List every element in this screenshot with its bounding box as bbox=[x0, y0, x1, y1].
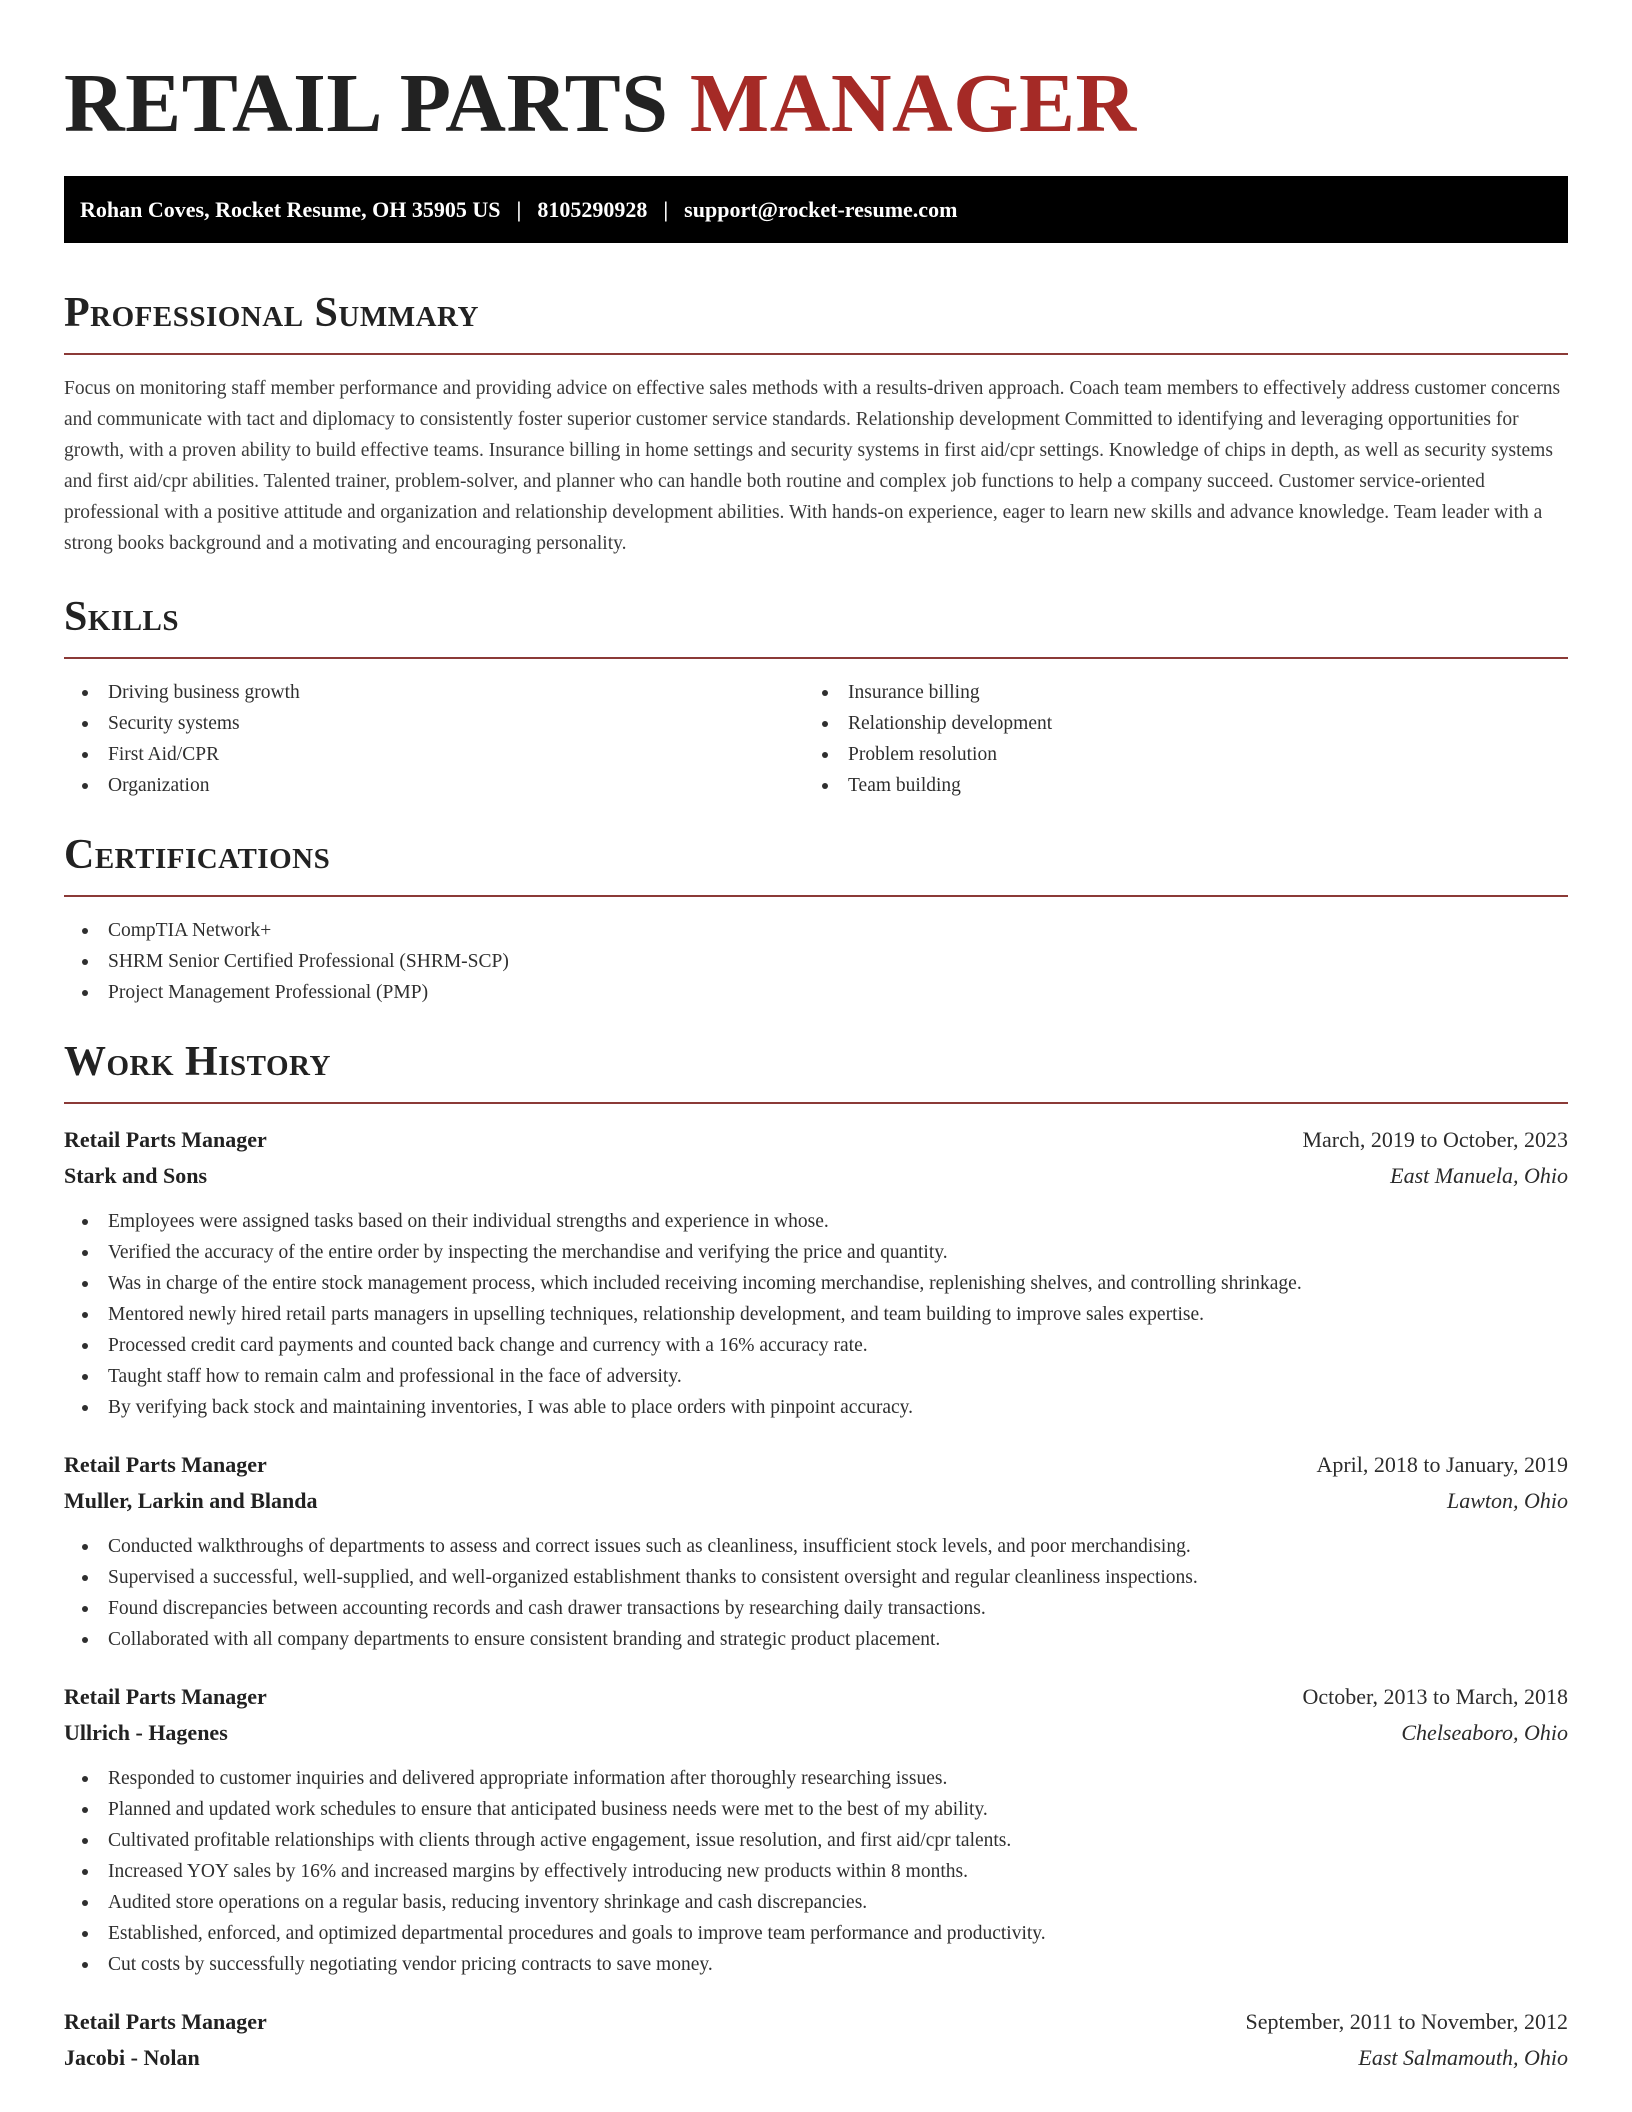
skill-item: Relationship development bbox=[804, 708, 1544, 739]
contact-email[interactable]: support@rocket-resume.com bbox=[684, 196, 958, 222]
job-bullet: Processed credit card payments and counted back change and currency with a 16% accuracy rate. bbox=[64, 1330, 1568, 1361]
job-bullet: Cultivated profitable relationships with clients through active engagement, issue resolution, and first aid/cpr talents. bbox=[64, 1825, 1568, 1856]
job-bullet: Increased YOY sales by 16% and increased margins by effectively introducing new products within 8 months. bbox=[64, 1856, 1568, 1887]
job-bullet: Employees were assigned tasks based on their individual strengths and experience in whose. bbox=[64, 1206, 1568, 1237]
job-bullet: By verifying back stock and maintaining inventories, I was able to place orders with pinpoint accuracy. bbox=[64, 1392, 1568, 1423]
job-bullet: Found discrepancies between accounting records and cash drawer transactions by researching daily transactions. bbox=[64, 1593, 1568, 1624]
skills-grid bbox=[64, 677, 1568, 801]
skill-item: Organization bbox=[64, 770, 804, 801]
job-bullets bbox=[64, 1206, 1568, 1423]
job-header bbox=[64, 1679, 1568, 1715]
section-heading-certifications: Certifications bbox=[64, 832, 331, 878]
section-heading-skills: Skills bbox=[64, 594, 180, 640]
section-heading-summary: Professional Summary bbox=[64, 290, 479, 336]
skills-section bbox=[64, 593, 1568, 801]
job-company: Ullrich - Hagenes bbox=[64, 1720, 228, 1745]
job-entry bbox=[64, 1122, 1568, 1423]
job-location: East Salmamouth, Ohio bbox=[1358, 2045, 1568, 2070]
certification-item: SHRM Senior Certified Professional (SHRM-SCP) bbox=[64, 946, 1568, 977]
job-header bbox=[64, 2004, 1568, 2040]
job-bullet: Cut costs by successfully negotiating vendor pricing contracts to save money. bbox=[64, 1949, 1568, 1980]
section-divider bbox=[64, 895, 1568, 897]
job-dates: September, 2011 to November, 2012 bbox=[1245, 2009, 1568, 2034]
certifications-list bbox=[64, 915, 1568, 1008]
job-bullet: Was in charge of the entire stock management process, which included receiving incoming merchandise, replenishing shelves, and controlling shrinkage. bbox=[64, 1268, 1568, 1299]
job-bullet: Supervised a successful, well-supplied, and well-organized establishment thanks to consistent oversight and regular cleanliness inspections. bbox=[64, 1562, 1568, 1593]
contact-bar bbox=[64, 176, 1568, 243]
job-location: Lawton, Ohio bbox=[1446, 1488, 1568, 1513]
job-company: Jacobi - Nolan bbox=[64, 2045, 200, 2070]
job-title: Retail Parts Manager bbox=[64, 2009, 267, 2034]
job-location: East Manuela, Ohio bbox=[1390, 1163, 1568, 1188]
contact-separator: | bbox=[516, 196, 522, 222]
contact-separator: | bbox=[663, 196, 669, 222]
job-location: Chelseaboro, Ohio bbox=[1401, 1720, 1568, 1745]
certifications-section bbox=[64, 831, 1568, 1008]
job-dates: March, 2019 to October, 2023 bbox=[1302, 1127, 1568, 1152]
job-company: Stark and Sons bbox=[64, 1163, 208, 1188]
job-company: Muller, Larkin and Blanda bbox=[64, 1488, 318, 1513]
job-subheader bbox=[64, 1715, 1568, 1751]
job-dates: October, 2013 to March, 2018 bbox=[1302, 1684, 1568, 1709]
job-dates: April, 2018 to January, 2019 bbox=[1316, 1452, 1568, 1477]
resume-title bbox=[64, 0, 1568, 152]
job-bullet: Collaborated with all company departments to ensure consistent branding and strategic product placement. bbox=[64, 1624, 1568, 1655]
contact-phone[interactable]: 8105290928 bbox=[537, 196, 648, 222]
skills-list-left bbox=[64, 677, 804, 801]
skill-item: Security systems bbox=[64, 708, 804, 739]
job-bullet: Audited store operations on a regular basis, reducing inventory shrinkage and cash discrepancies. bbox=[64, 1887, 1568, 1918]
skill-item: Problem resolution bbox=[804, 739, 1544, 770]
summary-text: Focus on monitoring staff member performance and providing advice on effective sales methods with a results-driven approach. Coach team members to effectively address customer concerns and communicate with tact and diplomacy to consistently foster superior customer service standards. Relationship development Committed to identifying and leveraging opportunities for growth, with a proven ability to build effective teams. Insurance billing in home settings and security systems in first aid/cpr settings. Knowledge of chips in depth, as well as security systems and first aid/cpr abilities. Talented trainer, problem-solver, and planner who can handle both routine and complex job functions to help a company succeed. Customer service-oriented professional with a positive attitude and organization and relationship development abilities. With hands-on experience, eager to learn new skills and advance knowledge. Team leader with a strong books background and a motivating and encouraging personality. bbox=[64, 378, 1561, 554]
job-header bbox=[64, 1122, 1568, 1158]
job-bullet: Taught staff how to remain calm and professional in the face of adversity. bbox=[64, 1361, 1568, 1392]
section-divider bbox=[64, 1102, 1568, 1104]
title-main: RETAIL PARTS bbox=[64, 57, 669, 150]
job-entry bbox=[64, 1679, 1568, 1980]
job-entry bbox=[64, 2004, 1568, 2076]
skills-list-right bbox=[804, 677, 1544, 801]
skill-item: Driving business growth bbox=[64, 677, 804, 708]
job-bullets bbox=[64, 1531, 1568, 1655]
title-accent: MANAGER bbox=[689, 57, 1137, 150]
job-bullet: Planned and updated work schedules to ensure that anticipated business needs were met to the best of my ability. bbox=[64, 1794, 1568, 1825]
skill-item: Team building bbox=[804, 770, 1544, 801]
section-heading-work-history: Work History bbox=[64, 1039, 331, 1085]
contact-address: Rohan Coves, Rocket Resume, OH 35905 US bbox=[80, 196, 501, 222]
job-title: Retail Parts Manager bbox=[64, 1452, 267, 1477]
skill-item: Insurance billing bbox=[804, 677, 1544, 708]
work-history-section bbox=[64, 1038, 1568, 2076]
section-divider bbox=[64, 657, 1568, 659]
job-bullet: Established, enforced, and optimized departmental procedures and goals to improve team performance and productivity. bbox=[64, 1918, 1568, 1949]
job-bullet: Conducted walkthroughs of departments to assess and correct issues such as cleanliness, insufficient stock levels, and poor merchandising. bbox=[64, 1531, 1568, 1562]
job-title: Retail Parts Manager bbox=[64, 1684, 267, 1709]
certification-item: CompTIA Network+ bbox=[64, 915, 1568, 946]
job-header bbox=[64, 1447, 1568, 1483]
certification-item: Project Management Professional (PMP) bbox=[64, 977, 1568, 1008]
job-subheader bbox=[64, 1158, 1568, 1194]
skill-item: First Aid/CPR bbox=[64, 739, 804, 770]
job-title: Retail Parts Manager bbox=[64, 1127, 267, 1152]
job-subheader bbox=[64, 2040, 1568, 2076]
section-divider bbox=[64, 353, 1568, 355]
job-subheader bbox=[64, 1483, 1568, 1519]
job-bullet: Mentored newly hired retail parts managers in upselling techniques, relationship development, and team building to improve sales expertise. bbox=[64, 1299, 1568, 1330]
job-bullet: Responded to customer inquiries and delivered appropriate information after thoroughly researching issues. bbox=[64, 1763, 1568, 1794]
job-entry bbox=[64, 1447, 1568, 1655]
summary-section bbox=[64, 289, 1568, 559]
job-bullet: Verified the accuracy of the entire order by inspecting the merchandise and verifying the price and quantity. bbox=[64, 1237, 1568, 1268]
job-bullets bbox=[64, 1763, 1568, 1980]
